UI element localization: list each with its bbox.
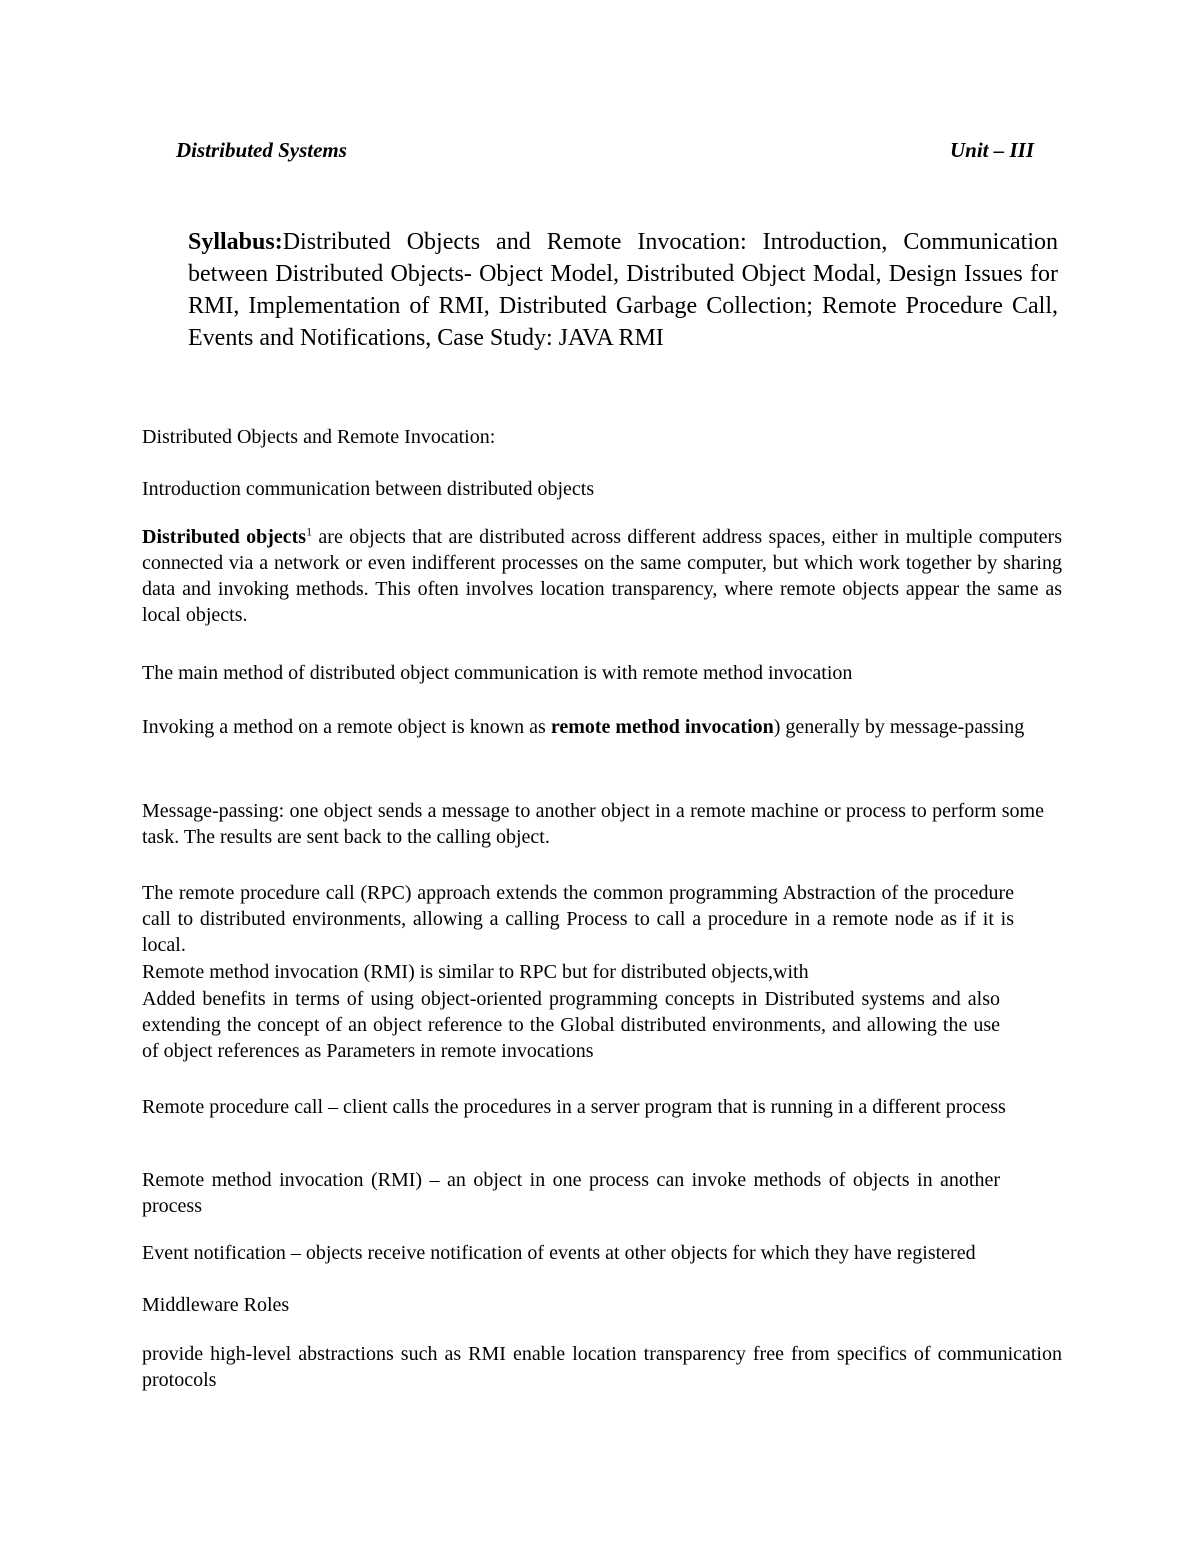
- paragraph-middleware-description: provide high-level abstractions such as RMI enable location transparency free from specifics of communication protocols: [142, 1343, 1062, 1391]
- syllabus-label: Syllabus:: [188, 229, 283, 255]
- term-distributed-objects: Distributed objects: [142, 526, 307, 548]
- section-heading-distributed-objects: Distributed Objects and Remote Invocation:: [142, 426, 496, 448]
- paragraph-invoking-start: Invoking a method on a remote object is known as: [142, 716, 551, 738]
- paragraph-distributed-objects-text: are objects that are distributed across different address spaces, either in multiple computers connected via a network or even indifferent processes on the same computer, but which work together by sharing data and invoking methods. This often involves location transparency, where remote objects appear the same as local objects.: [142, 526, 1063, 626]
- header-unit-label: Unit – III: [949, 138, 1034, 162]
- paragraph-rmi-definition: Remote method invocation (RMI) – an object in one process can invoke methods of objects in another process: [142, 1169, 1000, 1217]
- paragraph-middleware-roles: Middleware Roles: [142, 1294, 290, 1316]
- header-course-title: Distributed Systems: [176, 138, 347, 162]
- paragraph-invoking-method: [142, 714, 1044, 740]
- paragraph-distributed-objects: [142, 524, 1062, 628]
- paragraph-rpc-definition: Remote procedure call – client calls the procedures in a server program that is running in a different process: [142, 1096, 1006, 1118]
- paragraph-added-benefits: Added benefits in terms of using object-oriented programming concepts in Distributed systems and also extending the concept of an object reference to the Global distributed environments, and allowing the use of object references as Parameters in remote invocations: [142, 988, 1000, 1062]
- paragraph-message-passing: Message-passing: one object sends a message to another object in a remote machine or process to perform some task. The results are sent back to the calling object.: [142, 800, 1044, 848]
- paragraph-rmi-similar: Remote method invocation (RMI) is similar to RPC but for distributed objects,with: [142, 961, 809, 983]
- paragraph-event-notification: Event notification – objects receive notification of events at other objects for which they have registered: [142, 1242, 976, 1264]
- footnote-marker: 1: [306, 524, 313, 539]
- paragraph-main-method: The main method of distributed object communication is with remote method invocation: [142, 662, 853, 684]
- term-remote-method-invocation: remote method invocation: [550, 716, 774, 738]
- paragraph-rpc: The remote procedure call (RPC) approach extends the common programming Abstraction of the procedure call to distributed environments, allowing a calling Process to call a procedure in a remote node as if it is local.: [142, 882, 1014, 956]
- syllabus-block: [188, 226, 1058, 354]
- section-heading-introduction: Introduction communication between distributed objects: [142, 478, 595, 500]
- paragraph-invoking-end: ) generally by message-passing: [773, 716, 1025, 738]
- syllabus-text: Distributed Objects and Remote Invocation: Introduction, Communication between Distributed Objects- Object Model, Distributed Object Modal, Design Issues for RMI, Implementation of RMI, Distributed Garbage Collection; Remote Procedure Call, Events and Notifications, Case Study: JAVA RMI: [188, 229, 1058, 351]
